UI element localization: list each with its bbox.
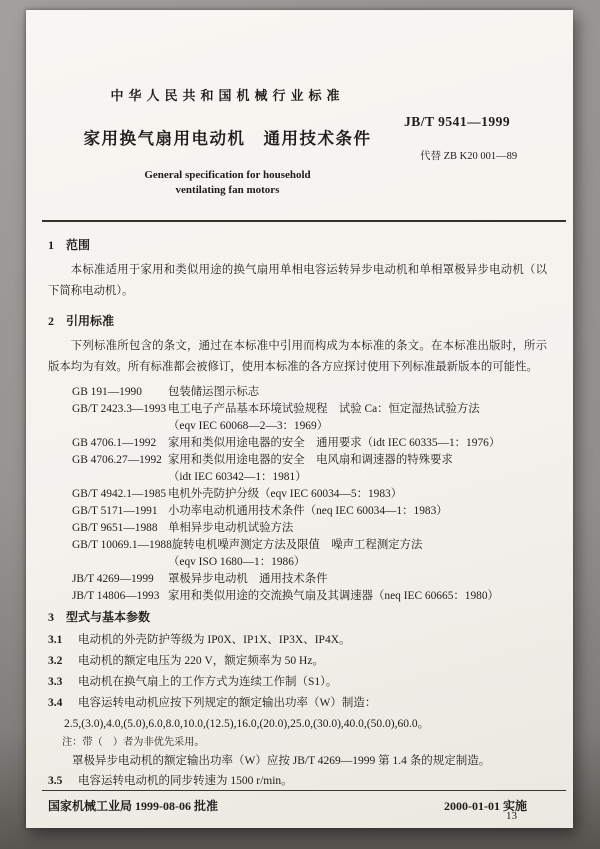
reference-row bbox=[72, 486, 547, 503]
clause-text: 电容运转电动机的同步转速为 1500 r/min。 bbox=[78, 775, 293, 787]
reference-code bbox=[72, 418, 168, 435]
clause-row bbox=[48, 672, 547, 693]
clause-number: 3.2 bbox=[48, 655, 63, 667]
reference-code: GB/T 4942.1—1985 bbox=[72, 488, 167, 500]
reference-title: 家用和类似用途的交流换气扇及其调速器（neq IEC 60665：1980） bbox=[168, 590, 499, 602]
reference-row bbox=[72, 520, 547, 537]
page-content bbox=[26, 10, 573, 828]
reference-row bbox=[72, 537, 547, 554]
section-references bbox=[48, 313, 547, 605]
reference-code: GB/T 10069.1—1988 bbox=[72, 539, 172, 551]
section-1-paragraph: 本标准适用于家用和类似用途的换气扇用单相电容运转异步电动机和单相罩极异步电动机（以下简称电动机）。 bbox=[48, 264, 547, 297]
reference-row bbox=[72, 401, 547, 418]
reference-title: 家用和类似用途电器的安全 电风扇和调速器的特殊要求 bbox=[168, 454, 453, 466]
reference-code bbox=[72, 554, 168, 571]
reference-code: GB 191—1990 bbox=[72, 386, 142, 398]
reference-row bbox=[72, 452, 547, 469]
reference-code: GB/T 5171—1991 bbox=[72, 505, 158, 517]
clause-row bbox=[48, 693, 547, 714]
section-2-intro: 下列标准所包含的条文，通过在本标准中引用而构成为本标准的条文。在本标准出版时，所示版本均为有效。所有标准都会被修订，使用本标准的各方应探讨使用下列标准最新版本的可能性。 bbox=[48, 340, 547, 373]
header-main-block bbox=[60, 88, 395, 198]
reference-code: JB/T 14806—1993 bbox=[72, 590, 160, 602]
reference-row bbox=[72, 469, 547, 486]
clause-number: 3.1 bbox=[48, 634, 63, 646]
standard-classification: 中华人民共和国机械行业标准 bbox=[110, 88, 345, 103]
reference-title: 旋转电机噪声测定方法及限值 噪声工程测定方法 bbox=[171, 539, 423, 551]
clause-list bbox=[48, 630, 547, 792]
reference-title: （idt IEC 60342—1：1981） bbox=[168, 471, 307, 483]
clause-text: 电动机在换气扇上的工作方式为连续工作制（S1）。 bbox=[78, 676, 338, 688]
implementation-note: 2000-01-01 实施 bbox=[444, 799, 527, 813]
replaces-note: 代替 ZB K20 001—89 bbox=[420, 151, 518, 162]
document-footer bbox=[48, 797, 527, 814]
shaded-pole-line: 罩极异步电动机的额定输出功率（W）应按 JB/T 4269—1999 第 1.4 条的规定制造。 bbox=[72, 755, 491, 767]
clause-text: 电容运转电动机应按下列规定的额定输出功率（W）制造： bbox=[78, 697, 377, 709]
footer-divider bbox=[42, 790, 566, 791]
document-header bbox=[48, 88, 547, 220]
english-title-line2: ventilating fan motors bbox=[175, 184, 280, 196]
rated-output-values: 2.5,(3.0),4.0,(5.0),6.0,8.0,10.0,(12.5),16.0,(20.0),25.0,(30.0),40.0,(50.0),60.0。 bbox=[64, 718, 430, 730]
note-line: 注：带（ ）者为非优先采用。 bbox=[62, 737, 205, 748]
reference-title: 罩极异步电动机 通用技术条件 bbox=[168, 573, 328, 585]
reference-title: 小功率电动机通用技术条件（neq IEC 60034—1：1983） bbox=[168, 505, 448, 517]
page-title: 家用换气扇用电动机 通用技术条件 bbox=[83, 129, 372, 148]
page-number: 13 bbox=[506, 810, 517, 822]
clause-text: 电动机的外壳防护等级为 IP0X、IP1X、IP3X、IP4X。 bbox=[78, 634, 351, 646]
clause-row bbox=[48, 630, 547, 651]
doc-number: JB/T 9541—1999 bbox=[404, 114, 511, 129]
document-page bbox=[26, 10, 573, 828]
section-3-heading: 3 型式与基本参数 bbox=[48, 610, 151, 624]
reference-code: JB/T 4269—1999 bbox=[72, 573, 154, 585]
reference-row bbox=[72, 554, 547, 571]
reference-row bbox=[72, 435, 547, 452]
reference-code: GB 4706.1—1992 bbox=[72, 437, 157, 449]
reference-row bbox=[72, 588, 547, 605]
clause-text: 电动机的额定电压为 220 V，额定频率为 50 Hz。 bbox=[78, 655, 324, 667]
reference-code: GB/T 2423.3—1993 bbox=[72, 403, 167, 415]
reference-code: GB/T 9651—1988 bbox=[72, 522, 158, 534]
section-2-heading: 2 引用标准 bbox=[48, 314, 115, 328]
reference-title: 单相异步电动机试验方法 bbox=[168, 522, 294, 534]
approval-note: 国家机械工业局 1999-08-06 批准 bbox=[48, 799, 218, 813]
clause-number: 3.4 bbox=[48, 697, 63, 709]
clause-number: 3.3 bbox=[48, 676, 63, 688]
section-1-heading: 1 范围 bbox=[48, 238, 91, 252]
english-title-line1: General specification for household bbox=[144, 169, 311, 181]
section-parameters bbox=[48, 609, 547, 792]
header-divider bbox=[42, 220, 566, 222]
reference-code bbox=[72, 469, 168, 486]
reference-code: GB 4706.27—1992 bbox=[72, 454, 162, 466]
reference-row bbox=[72, 418, 547, 435]
reference-title: （eqv IEC 60068—2—3：1969） bbox=[168, 420, 329, 432]
reference-row bbox=[72, 503, 547, 520]
section-scope bbox=[48, 237, 547, 302]
clause-row bbox=[48, 651, 547, 672]
clause-number: 3.5 bbox=[48, 775, 63, 787]
reference-list bbox=[72, 384, 547, 605]
reference-title: 电机外壳防护分级（eqv IEC 60034—5：1983） bbox=[168, 488, 403, 500]
reference-title: 包装储运图示标志 bbox=[168, 386, 260, 398]
reference-row bbox=[72, 571, 547, 588]
reference-row bbox=[72, 384, 547, 401]
reference-title: （eqv ISO 1680—1：1986） bbox=[168, 556, 306, 568]
clause-row bbox=[48, 771, 547, 792]
reference-title: 电工电子产品基本环境试验规程 试验 Ca：恒定湿热试验方法 bbox=[168, 403, 480, 415]
reference-title: 家用和类似用途电器的安全 通用要求（idt IEC 60335—1：1976） bbox=[168, 437, 501, 449]
